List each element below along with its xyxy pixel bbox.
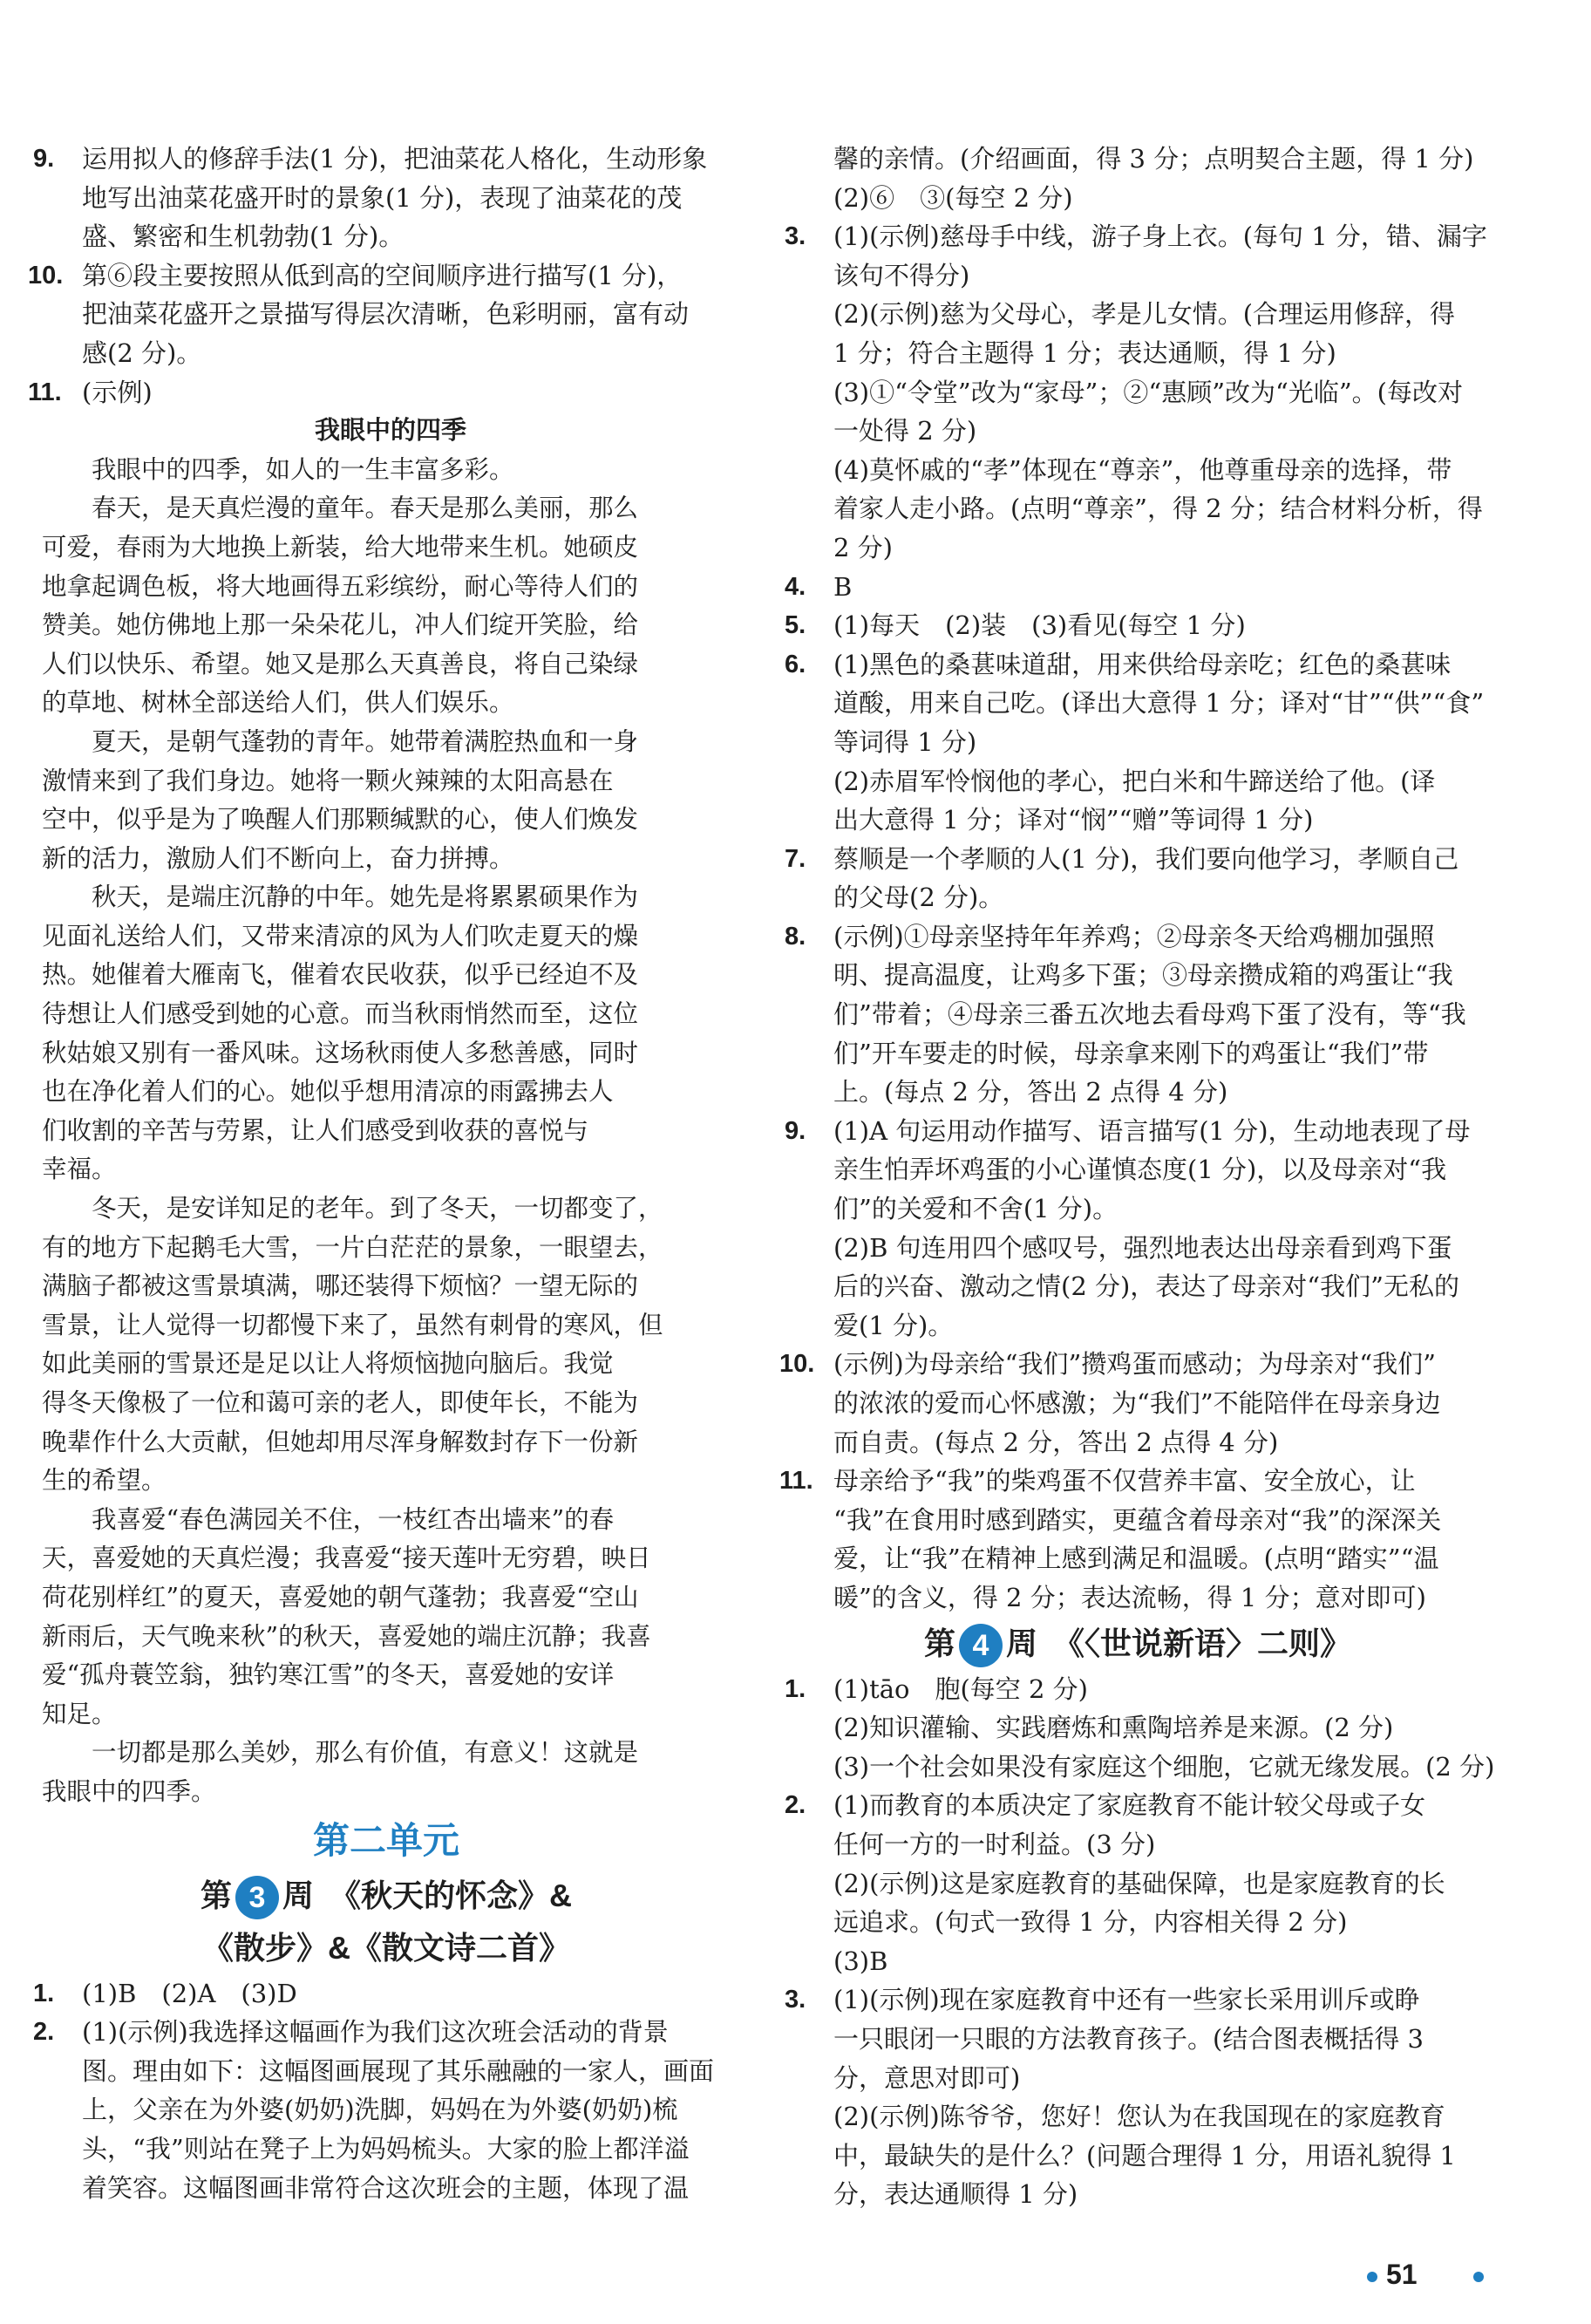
answer-item-9-right <box>785 1112 1491 1346</box>
left-column <box>28 140 739 2207</box>
answer-line: (1)A 句运用动作描写、语言描写(1 分)，生动地表现了母 <box>833 1115 1471 1146</box>
answer-item-4 <box>785 568 1491 607</box>
week-3-title-line2: 《散步》&《散文诗二首》 <box>202 1929 570 1966</box>
essay-line: 见面礼送给人们，又带来清凉的风为人们吹走夏天的燥 <box>42 921 639 951</box>
essay-line: 空中，似乎是为了唤醒人们那颗缄默的心，使人们焕发 <box>42 805 639 835</box>
answer-line: (2)(示例)慈为父母心，孝是儿女情。(合理运用修辞，得 <box>833 299 1456 330</box>
essay-line: 新的活力，激励人们不断向上，奋力拼搏。 <box>42 843 514 873</box>
week4-answer-item-3 <box>785 1980 1491 2214</box>
answer-line: 一处得 2 分) <box>833 416 977 446</box>
essay-line: 得冬天像极了一位和蔼可亲的老人，即使年长，不能为 <box>42 1388 639 1417</box>
answer-line: (2)⑥ ③(每空 2 分) <box>833 182 1073 213</box>
item-number: 1. <box>785 1674 806 1703</box>
answer-line: 的浓浓的爱而心怀感激；为“我们”不能陪伴在母亲身边 <box>833 1388 1441 1418</box>
item-number: 1. <box>33 1979 55 2007</box>
essay-line: 幸福。 <box>42 1155 117 1184</box>
essay-line: 雪景，让人觉得一切都慢下来了，虽然有刺骨的寒风，但 <box>42 1310 663 1339</box>
answer-line: 着笑容。这幅图画非常符合这次班会的主题，体现了温 <box>82 2172 690 2203</box>
essay-line: 激情来到了我们身边。她将一颗火辣辣的太阳高悬在 <box>42 766 614 795</box>
week3-answer-item-2 <box>33 2013 739 2207</box>
answer-line: 该句不得分) <box>833 260 970 290</box>
essay-line: 待想让人们感受到她的心意。而当秋雨悄然而至，这位 <box>42 999 639 1029</box>
essay-line: 冬天，是安详知足的老年。到了冬天，一切都变了， <box>42 1194 663 1223</box>
item-number: 3. <box>785 1986 806 2014</box>
answer-line: 道酸，用来自己吃。(译出大意得 1 分；译对“甘”“供”“食” <box>833 688 1485 719</box>
answer-line: (3)一个社会如果没有家庭这个细胞，它就无缘发展。(2 分) <box>833 1751 1495 1782</box>
week3-answer-item-1 <box>33 1974 739 2014</box>
item-number: 3. <box>785 222 806 251</box>
essay-line: 我喜爱“春色满园关不住，一枝红杏出墙来”的春 <box>42 1504 615 1534</box>
week-prefix: 第 <box>923 1625 955 1661</box>
item-number: 6. <box>785 650 806 678</box>
answer-line: 第⑥段主要按照从低到高的空间顺序进行描写(1 分)， <box>82 260 683 290</box>
essay-line: 晚辈作什么大贡献，但她却用尽浑身解数封存下一份新 <box>42 1427 639 1456</box>
essay-line: 热。她催着大雁南飞，催着农民收获，似乎已经迫不及 <box>42 960 639 990</box>
answer-line: (示例) <box>82 377 153 407</box>
answer-line: 头，“我”则站在凳子上为妈妈梳头。大家的脸上都洋溢 <box>82 2133 690 2164</box>
item-number: 10. <box>28 261 64 290</box>
essay-line: 爱“孤舟蓑笠翁，独钓寒江雪”的冬天，喜爱她的安详 <box>42 1660 615 1690</box>
answer-line: 爱，让“我”在精神上感到满足和温暖。(点明“踏实”“温 <box>833 1544 1439 1574</box>
answer-line: (2)赤眉军怜悯他的孝心，把白米和牛蹄送给了他。(译 <box>833 766 1436 796</box>
page-dot-left <box>1367 2272 1377 2282</box>
essay-line: 也在净化着人们的心。她似乎想用清凉的雨露拂去人 <box>42 1077 614 1107</box>
item-number: 2. <box>33 2018 55 2047</box>
answer-line: 把油菜花盛开之景描写得层次清晰，色彩明丽，富有动 <box>82 299 690 330</box>
item-number: 9. <box>785 1116 806 1145</box>
item-number: 2. <box>785 1791 806 1820</box>
sample-essay <box>33 412 739 1811</box>
item-number: 4. <box>785 572 806 601</box>
right-column <box>779 140 1495 2214</box>
answer-line: 后的兴奋、激动之情(2 分)，表达了母亲对“我们”无私的 <box>833 1271 1459 1302</box>
item-number: 10. <box>779 1350 815 1379</box>
week-prefix: 第 <box>200 1877 232 1913</box>
answer-line: 们”开车要走的时候，母亲拿来刚下的鸡蛋让“我们”带 <box>833 1038 1429 1068</box>
answer-line: 们”带着；④母亲三番五次地去看母鸡下蛋了没有，等“我 <box>833 999 1466 1030</box>
answer-line: (1)tāo 胞(每空 2 分) <box>833 1673 1088 1704</box>
answer-line: 分，意思对即可) <box>833 2062 1021 2093</box>
answer-line: 感(2 分)。 <box>82 337 202 368</box>
answer-line: (示例)为母亲给“我们”攒鸡蛋而感动；为母亲对“我们” <box>833 1349 1436 1380</box>
week-number-badge: 3 <box>235 1876 279 1919</box>
unit-title: 第二单元 <box>312 1819 459 1861</box>
essay-title: 我眼中的四季 <box>314 417 466 446</box>
answer-line: (2)(示例)这是家庭教育的基础保障，也是家庭教育的长 <box>833 1868 1445 1898</box>
essay-line: 夏天，是朝气蓬勃的青年。她带着满腔热血和一身 <box>42 726 639 756</box>
answer-line: 母亲给予“我”的柴鸡蛋不仅营养丰富、安全放心，让 <box>833 1466 1416 1496</box>
item-number: 8. <box>785 922 806 951</box>
answer-item-11-right <box>779 1462 1491 1617</box>
answer-line: 暖”的含义，得 2 分；表达流畅，得 1 分；意对即可) <box>833 1582 1426 1612</box>
essay-line: 的草地、树林全部送给人们，供人们娱乐。 <box>42 688 514 718</box>
essay-line: 我眼中的四季，如人的一生丰富多彩。 <box>42 454 514 484</box>
answer-line: 出大意得 1 分；译对“悯”“赠”等词得 1 分) <box>833 805 1314 835</box>
essay-line: 荷花别样红”的夏天，喜爱她的朝气蓬勃；我喜爱“空山 <box>42 1582 639 1612</box>
answer-line: (4)莫怀戚的“孝”体现在“尊亲”，他尊重母亲的选择，带 <box>833 454 1452 485</box>
essay-line: 春天，是天真烂漫的童年。春天是那么美丽，那么 <box>42 494 639 523</box>
answer-line: (1)每天 (2)装 (3)看见(每空 1 分) <box>833 610 1246 641</box>
answer-line: 1 分；符合主题得 1 分；表达通顺，得 1 分) <box>833 337 1336 368</box>
answer-item-5 <box>785 606 1491 645</box>
answer-line: 盛、繁密和生机勃勃(1 分)。 <box>82 221 405 252</box>
essay-line: 天，喜爱她的天真烂漫；我喜爱“接天莲叶无穷碧，映日 <box>42 1544 651 1573</box>
item-number: 5. <box>785 611 806 640</box>
answer-line: 一只眼闭一只眼的方法教育孩子。(结合图表概括得 3 <box>833 2023 1424 2054</box>
answer-line: (1)黑色的桑葚味道甜，用来供给母亲吃；红色的桑葚味 <box>833 649 1452 679</box>
week-3-title <box>33 1870 739 1922</box>
answer-line: 运用拟人的修辞手法(1 分)，把油菜花人格化，生动形象 <box>82 144 708 174</box>
answer-line: (示例)①母亲坚持年年养鸡；②母亲冬天给鸡棚加强照 <box>833 921 1435 951</box>
answer-line: 上，父亲在为外婆(奶奶)洗脚，妈妈在为外婆(奶奶)梳 <box>82 2095 678 2125</box>
essay-line: 秋天，是端庄沉静的中年。她先是将累累硕果作为 <box>42 883 639 912</box>
essay-line: 地拿起调色板，将大地画得五彩缤纷，耐心等待人们的 <box>42 571 639 601</box>
answer-line: (2)知识灌输、实践磨炼和熏陶培养是来源。(2 分) <box>833 1713 1394 1743</box>
answer-line: (1)(示例)慈母手中线，游子身上衣。(每句 1 分，错、漏字 <box>833 221 1487 252</box>
answer-item-2-continued <box>785 140 1491 217</box>
answer-item-9 <box>33 140 739 256</box>
essay-line: 们收割的辛苦与劳累，让人们感受到收获的喜悦与 <box>42 1115 589 1145</box>
essay-line: 新雨后，天气晚来秋”的秋天，喜爱她的端庄沉静；我喜 <box>42 1621 651 1651</box>
answer-line: B <box>833 571 853 602</box>
week-title-text: 周 《秋天的怀念》& <box>282 1877 572 1913</box>
item-number: 11. <box>779 1467 813 1496</box>
essay-line: 有的地方下起鹅毛大雪，一片白茫茫的景象，一眼望去， <box>42 1232 663 1262</box>
answer-line: 馨的亲情。(介绍画面，得 3 分；点明契合主题，得 1 分) <box>833 144 1474 174</box>
answer-line: 上。(每点 2 分，答出 2 点得 4 分) <box>833 1077 1228 1107</box>
answer-line: 着家人走小路。(点明“尊亲”，得 2 分；结合材料分析，得 <box>833 494 1483 524</box>
answer-line: 明、提高温度，让鸡多下蛋；③母亲攒成箱的鸡蛋让“我 <box>833 960 1453 991</box>
essay-line: 满脑子都被这雪景填满，哪还装得下烦恼？一望无际的 <box>42 1271 639 1301</box>
answer-item-7 <box>785 840 1491 917</box>
answer-line: 等词得 1 分) <box>833 726 977 757</box>
essay-line: 知足。 <box>42 1699 117 1728</box>
answer-line: (1)(示例)我选择这幅画作为我们这次班会活动的背景 <box>82 2017 669 2048</box>
week-number-badge: 4 <box>959 1624 1003 1667</box>
week4-answer-item-2 <box>785 1786 1491 1980</box>
answer-line: 远追求。(句式一致得 1 分，内容相关得 2 分) <box>833 1907 1348 1938</box>
item-number: 9. <box>33 145 55 173</box>
answer-line: 2 分) <box>833 532 893 562</box>
essay-line: 我眼中的四季。 <box>42 1776 216 1806</box>
essay-line: 可爱，春雨为大地换上新装，给大地带来生机。她硕皮 <box>42 532 639 562</box>
essay-line: 如此美丽的雪景还是足以让人将烦恼抛向脑后。我觉 <box>42 1349 614 1379</box>
answer-item-6 <box>785 645 1491 840</box>
answer-line: (1)(示例)现在家庭教育中还有一些家长采用训斥或睁 <box>833 1985 1420 2015</box>
essay-line: 生的希望。 <box>42 1466 167 1496</box>
answer-item-10-right <box>779 1345 1491 1462</box>
answer-item-11 <box>28 373 739 412</box>
essay-line: 秋姑娘又别有一番风味。这场秋雨使人多愁善感，同时 <box>42 1038 639 1067</box>
week-4-title <box>785 1618 1491 1670</box>
answer-line: (3)B <box>833 1946 888 1976</box>
answer-line: 中，最缺失的是什么？(问题合理得 1 分，用语礼貌得 1 <box>833 2140 1456 2171</box>
answer-item-8 <box>785 917 1491 1112</box>
answer-line: (1)B (2)A (3)D <box>82 1978 297 2008</box>
week4-answer-item-1 <box>785 1670 1495 1787</box>
answer-item-3 <box>785 217 1491 567</box>
page-dot-right <box>1473 2272 1484 2282</box>
answer-line: 分，表达通顺得 1 分) <box>833 2179 1078 2210</box>
answer-line: 图。理由如下：这幅图画展现了其乐融融的一家人，画面 <box>82 2055 715 2086</box>
essay-line: 赞美。她仿佛地上那一朵朵花儿，冲人们绽开笑脸，给 <box>42 610 639 640</box>
answer-line: (2)B 句连用四个感叹号，强烈地表达出母亲看到鸡下蛋 <box>833 1232 1452 1263</box>
essay-line: 人们以快乐、希望。她又是那么天真善良，将自己染绿 <box>42 649 639 678</box>
answer-line: 的父母(2 分)。 <box>833 883 1004 913</box>
answer-line: (3)①“令堂”改为“家母”；②“惠顾”改为“光临”。(每改对 <box>833 377 1463 407</box>
item-number: 11. <box>28 378 62 406</box>
answer-line: 地写出油菜花盛开时的景象(1 分)，表现了油菜花的茂 <box>82 182 683 213</box>
answer-line: “我”在食用时感到踏实，更蕴含着母亲对“我”的深深关 <box>833 1504 1442 1535</box>
answer-line: 而自责。(每点 2 分，答出 2 点得 4 分) <box>833 1427 1279 1457</box>
answer-line: 们”的关爱和不舍(1 分)。 <box>833 1194 1118 1224</box>
answer-line: 爱(1 分)。 <box>833 1310 954 1340</box>
answer-line: (1)而教育的本质决定了家庭教育不能计较父母或子女 <box>833 1790 1426 1821</box>
answer-line: 任何一方的一时利益。(3 分) <box>833 1829 1156 1859</box>
week-title-text: 周 《〈世说新语〉二则》 <box>1006 1625 1352 1661</box>
essay-line: 一切都是那么美妙，那么有价值，有意义！这就是 <box>42 1738 639 1768</box>
answer-item-10 <box>28 256 739 373</box>
answer-line: 亲生怕弄坏鸡蛋的小心谨慎态度(1 分)，以及母亲对“我 <box>833 1155 1447 1185</box>
page-number: 51 <box>1386 2259 1418 2290</box>
answer-line: 蔡顺是一个孝顺的人(1 分)，我们要向他学习，孝顺自己 <box>833 843 1459 874</box>
item-number: 7. <box>785 844 806 873</box>
answer-line: (2)(示例)陈爷爷，您好！您认为在我国现在的家庭教育 <box>833 2102 1445 2132</box>
